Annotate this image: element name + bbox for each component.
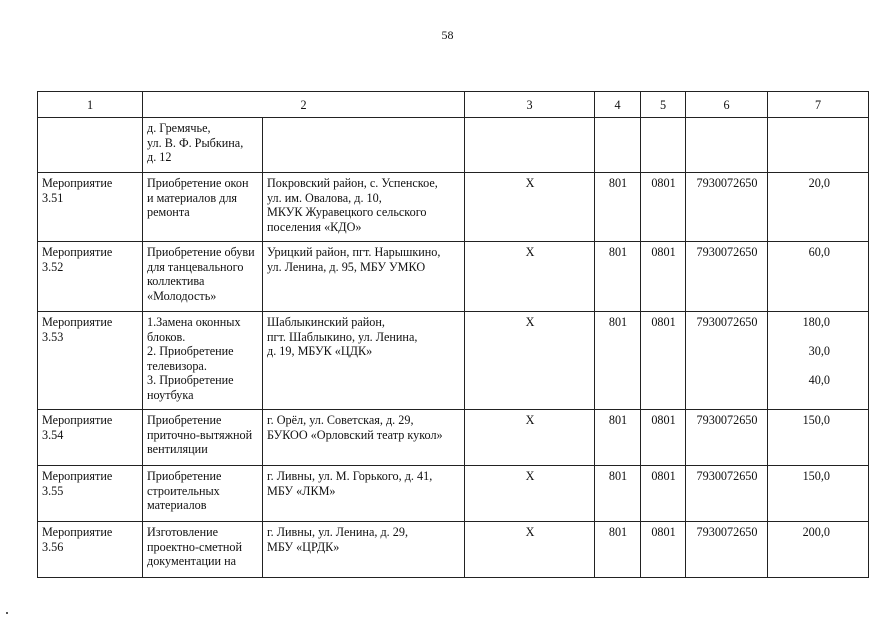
scan-mark xyxy=(6,612,8,614)
header-col-5: 5 xyxy=(641,92,686,118)
cell-location: г. Ливны, ул. Ленина, д. 29, МБУ «ЦРДК» xyxy=(263,522,465,578)
cell-event: Мероприятие 3.56 xyxy=(38,522,143,578)
cell-purpose: Приобретение приточно-вытяжной вентиляции xyxy=(143,410,263,466)
amount-value: 150,0 xyxy=(802,413,830,427)
cell-col4: 801 xyxy=(595,312,641,410)
table-body xyxy=(38,118,869,578)
cell-col5: 0801 xyxy=(641,522,686,578)
cell-amount xyxy=(768,312,869,410)
amount-value: 180,0 xyxy=(802,315,830,329)
cell-purpose: Приобретение окон и материалов для ремонта xyxy=(143,173,263,242)
cell-col5: 0801 xyxy=(641,410,686,466)
header-col-2: 2 xyxy=(143,92,465,118)
amount-value: 20,0 xyxy=(808,176,830,190)
cell-location xyxy=(263,118,465,173)
cell-col4: 801 xyxy=(595,522,641,578)
page-number: 58 xyxy=(441,28,454,42)
cell-col6 xyxy=(686,118,768,173)
cell-col4: 801 xyxy=(595,242,641,312)
header-col-4: 4 xyxy=(595,92,641,118)
cell-event: Мероприятие 3.55 xyxy=(38,466,143,522)
header-col-3: 3 xyxy=(465,92,595,118)
cell-col5: 0801 xyxy=(641,466,686,522)
cell-amount xyxy=(768,118,869,173)
cell-col5: 0801 xyxy=(641,312,686,410)
cell-event: Мероприятие 3.51 xyxy=(38,173,143,242)
amount-value: 200,0 xyxy=(802,525,830,539)
cell-event: Мероприятие 3.54 xyxy=(38,410,143,466)
cell-amount xyxy=(768,173,869,242)
table-row xyxy=(38,242,869,312)
table-row xyxy=(38,312,869,410)
cell-event: Мероприятие 3.53 xyxy=(38,312,143,410)
cell-col6: 7930072650 xyxy=(686,522,768,578)
cell-col6: 7930072650 xyxy=(686,466,768,522)
amount-value: 60,0 xyxy=(808,245,830,259)
cell-col5: 0801 xyxy=(641,242,686,312)
cell-amount xyxy=(768,466,869,522)
header-col-6: 6 xyxy=(686,92,768,118)
header-col-7: 7 xyxy=(768,92,869,118)
cell-col4: 801 xyxy=(595,173,641,242)
cell-col3: Х xyxy=(465,242,595,312)
cell-event: Мероприятие 3.52 xyxy=(38,242,143,312)
cell-location: Урицкий район, пгт. Нарышкино, ул. Ленина, д. 95, МБУ УМКО xyxy=(263,242,465,312)
cell-amount xyxy=(768,410,869,466)
cell-amount xyxy=(768,522,869,578)
cell-location: Покровский район, с. Успенское, ул. им. Овалова, д. 10, МКУК Журавецкого сельского поселения «КДО» xyxy=(263,173,465,242)
amount-value: 150,0 xyxy=(802,469,830,483)
cell-col6: 7930072650 xyxy=(686,173,768,242)
cell-col3: Х xyxy=(465,173,595,242)
table-row xyxy=(38,522,869,578)
cell-address-continued: д. Гремячье, ул. В. Ф. Рыбкина, д. 12 xyxy=(143,118,263,173)
cell-event xyxy=(38,118,143,173)
cell-col6: 7930072650 xyxy=(686,242,768,312)
cell-col6: 7930072650 xyxy=(686,410,768,466)
cell-location: Шаблыкинский район, пгт. Шаблыкино, ул. Ленина, д. 19, МБУК «ЦДК» xyxy=(263,312,465,410)
table-row xyxy=(38,466,869,522)
cell-purpose: Приобретение обуви для танцевального коллектива «Молодость» xyxy=(143,242,263,312)
cell-purpose: Приобретение строительных материалов xyxy=(143,466,263,522)
cell-purpose: Изготовление проектно-сметной документации на xyxy=(143,522,263,578)
cell-col4 xyxy=(595,118,641,173)
cell-col3 xyxy=(465,118,595,173)
cell-location: г. Орёл, ул. Советская, д. 29, БУКОО «Орловский театр кукол» xyxy=(263,410,465,466)
header-row xyxy=(38,92,869,118)
amount-value: 40,0 xyxy=(808,373,830,388)
table-row xyxy=(38,410,869,466)
cell-col3: Х xyxy=(465,410,595,466)
cell-col3: Х xyxy=(465,522,595,578)
header-col-1: 1 xyxy=(38,92,143,118)
amount-value: 30,0 xyxy=(808,344,830,359)
cell-purpose: 1.Замена оконных блоков. 2. Приобретение телевизора. 3. Приобретение ноутбука xyxy=(143,312,263,410)
cell-col3: Х xyxy=(465,312,595,410)
cell-col4: 801 xyxy=(595,466,641,522)
cell-location: г. Ливны, ул. М. Горького, д. 41, МБУ «ЛКМ» xyxy=(263,466,465,522)
cell-col3: Х xyxy=(465,466,595,522)
table-row xyxy=(38,173,869,242)
cell-col6: 7930072650 xyxy=(686,312,768,410)
cell-col5 xyxy=(641,118,686,173)
budget-table xyxy=(37,91,869,578)
cell-amount xyxy=(768,242,869,312)
continuation-row xyxy=(38,118,869,173)
table-header xyxy=(38,92,869,118)
cell-col5: 0801 xyxy=(641,173,686,242)
cell-col4: 801 xyxy=(595,410,641,466)
